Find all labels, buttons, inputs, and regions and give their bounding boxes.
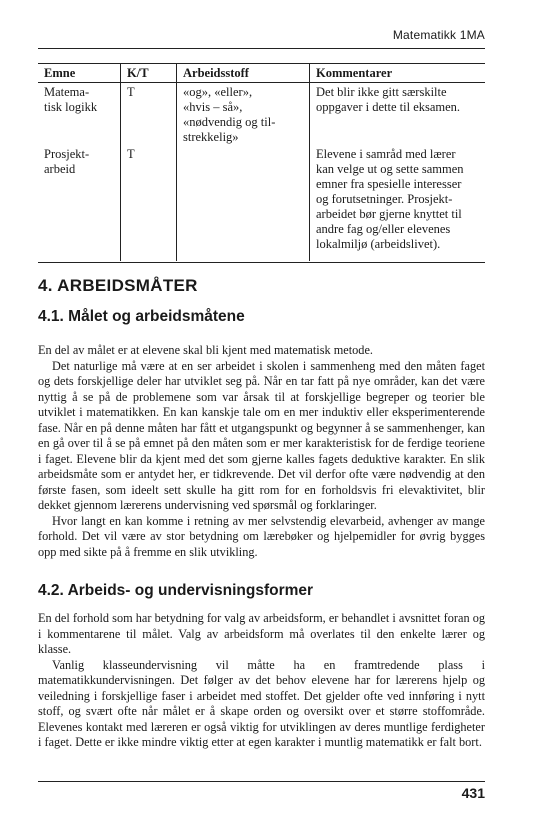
table-row — [38, 147, 485, 261]
running-head: Matematikk 1MA — [392, 28, 485, 42]
header-rule — [38, 48, 485, 49]
cell-kt: T — [127, 147, 135, 161]
section-body — [38, 343, 485, 560]
cell-kommentarer: Elevene i samråd med lærer kan velge ut og sette sammen emner fra spesielle interesser og forutsetninger. Prosjekt- arbeidet bør gjerne knyttet til andre fag og/eller elevenes lokalmiljø (arbeidslivet). — [316, 147, 464, 251]
header-arbeidsstoff: Arbeidsstoff — [177, 64, 310, 83]
curriculum-table — [38, 63, 485, 261]
section-heading: 4.1. Målet og arbeidsmåtene — [38, 308, 245, 325]
cell-kommentarer: Det blir ikke gitt særskilte oppgaver i dette til eksamen. — [316, 85, 461, 114]
table-bottom-rule — [38, 262, 485, 263]
cell-emne: Prosjekt- arbeid — [44, 147, 90, 176]
paragraph: Det naturlige må være at en ser arbeidet i skolen i sammenheng med den måten faget og dets forskjellige deler har utviklet seg på. Når en tar fatt på nye områder, kan det være nyttig å se på de problemene som var årsak til at forskjellige begreper og teorier ble utviklet i matematikken. En kan kanskje tale om en mer induktiv eller eksperimenterende fase. Når en på denne måten har fått et utgangspunkt og begynner å se sammenhenger, kan en gå over til å se på emnet på den måten som er mer karakteristisk for de ferdige teoriene i faget. Elevene blir da kjent med det som gjerne kalles fagets deduktive karakter. En slik arbeidsmåte som er antydet her, er tidkrevende. Det vil derfor ofte være nødvendig at den første fasen, som ideelt sett skulle ha gitt rom for en forholdsvis fri elevaktivitet, blir dekket gjennom lærerens undervisning ved spørsmål og forklaringer. — [38, 358, 485, 512]
paragraph: En del forhold som har betydning for valg av arbeidsform, er behandlet i avsnittet foran og i kommentarene til målet. Valg av arbeidsform må overlates til den enkelte lærer og klasse. — [38, 611, 485, 656]
paragraph: Hvor langt en kan komme i retning av mer selvstendig elevarbeid, avhenger av mange forhold. Det vil være av stor betydning om lærebøker og hjelpemidler for øvrig bygges opp med sikte på å fremme en slik utvikling. — [38, 513, 485, 559]
section-body — [38, 611, 485, 751]
page-number: 431 — [461, 785, 485, 801]
header-kommentarer: Kommentarer — [310, 64, 486, 83]
header-kt: K/T — [121, 64, 177, 83]
chapter-heading: 4. ARBEIDSMÅTER — [38, 276, 198, 295]
footer-rule — [38, 781, 485, 782]
section-heading: 4.2. Arbeids- og undervisningsformer — [38, 582, 314, 599]
table-row — [38, 83, 485, 148]
cell-emne: Matema- tisk logikk — [44, 85, 98, 114]
paragraph: En del av målet er at elevene skal bli kjent med matematisk metode. — [38, 343, 373, 357]
cell-kt: T — [127, 85, 135, 99]
paragraph: Vanlig klasseundervisning vil måtte ha en framtredende plass i matematikkundervisningen. Det følger av det behov elevene har for lærerens hjelp og veiledning i forskjellige faser i arbeidet med stoffet. Det gjelder ofte ved innføring i nytt stoff, og svært ofte når målet er å skape orden og oversikt over et større stoffområde. Elevenes kontakt med læreren er også viktig for utviklingen av deres muntlige ferdigheter i faget. Dette er ikke mindre viktig etter at egen karakter i muntlig matematikk er falt bort. — [38, 657, 485, 749]
header-emne: Emne — [38, 64, 121, 83]
table-header-row — [38, 64, 485, 83]
cell-arbeidsstoff: «og», «eller», «hvis – så», «nødvendig og til- strekkelig» — [183, 85, 276, 144]
